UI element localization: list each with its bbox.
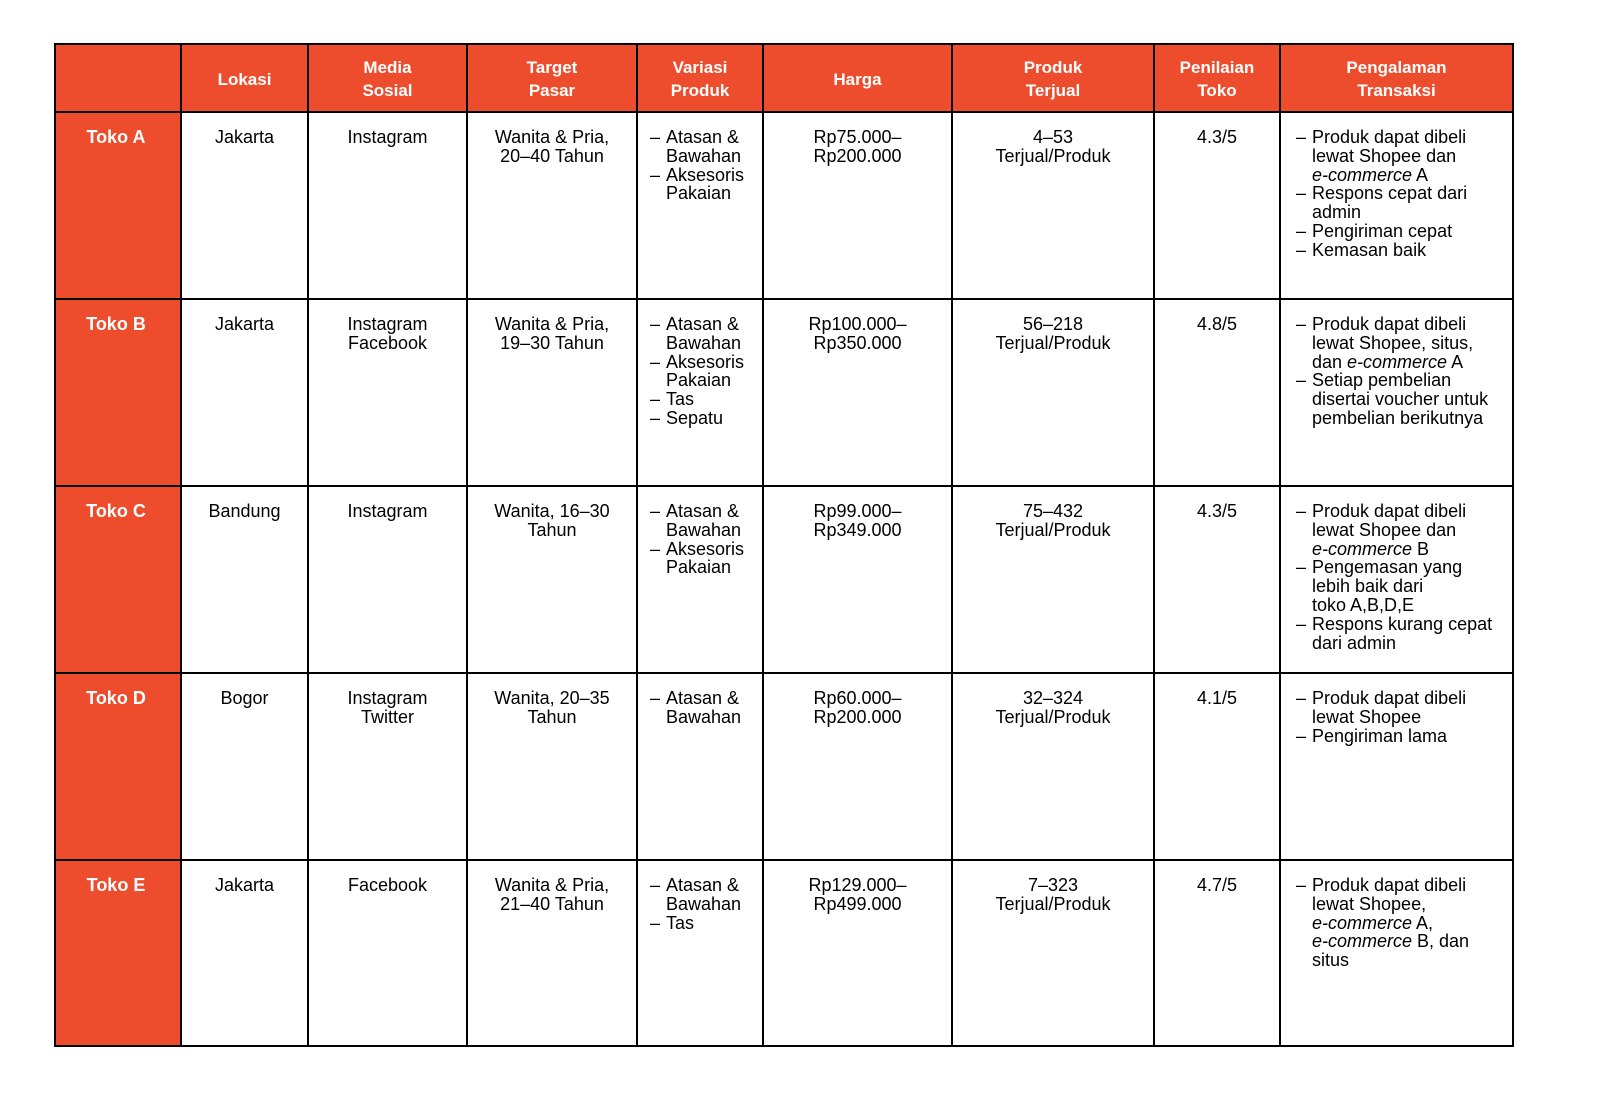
cell-line: Variasi — [672, 58, 728, 77]
toko-e-media-sosial-cell — [309, 861, 468, 1047]
bullet-marker: – — [650, 501, 661, 521]
bullet-marker: – — [1296, 875, 1307, 895]
list-item-text — [1312, 558, 1510, 614]
cell-line: 7–323 — [1027, 875, 1079, 895]
cell-line: 4.8/5 — [1196, 314, 1238, 334]
text-segment: B, dan — [1412, 931, 1470, 952]
bullet-marker: – — [1296, 314, 1307, 334]
cell-line: Wanita & Pria, — [494, 314, 610, 334]
cell-line: 4.1/5 — [1196, 688, 1238, 708]
cell-line: lewat Shopee — [1312, 706, 1422, 727]
toko-c-pengalaman-transaksi-cell — [1281, 487, 1514, 674]
bullet-marker: – — [650, 127, 661, 147]
list-item-text — [666, 409, 760, 428]
bullet-marker: – — [650, 314, 661, 334]
header-variasi-produk — [638, 45, 764, 113]
cell-line: Pengiriman lama — [1312, 725, 1448, 746]
toko-b-media-sosial-cell — [309, 300, 468, 487]
toko-c-penilaian-toko-cell — [1155, 487, 1281, 674]
cell-line: Produk dapat dibeli — [1312, 501, 1467, 521]
cell-line: Facebook — [347, 332, 428, 353]
bullet-marker: – — [650, 538, 661, 559]
toko-e-produk-terjual-cell — [953, 861, 1155, 1047]
toko-a-lokasi-cell — [182, 113, 309, 300]
cell-line: Wanita & Pria, — [494, 127, 610, 147]
list-item-text — [1312, 876, 1510, 970]
list-item-text — [666, 390, 760, 409]
bullet-marker: – — [1296, 220, 1307, 241]
store-name: Toko C — [86, 501, 146, 521]
cell-line: lewat Shopee, situs, — [1312, 332, 1474, 353]
cell-line: dari admin — [1312, 632, 1397, 653]
cell-line: Atasan & — [666, 501, 740, 521]
header-media-sosial — [309, 45, 468, 113]
cell-line: Terjual/Produk — [995, 332, 1111, 353]
cell-line: Kemasan baik — [1312, 239, 1427, 260]
toko-d-penilaian-toko-cell — [1155, 674, 1281, 861]
cell-line: Transaksi — [1357, 81, 1436, 100]
cell-line: Instagram — [347, 688, 428, 708]
cell-line: lewat Shopee, — [1312, 893, 1427, 914]
list-item-text — [666, 353, 760, 391]
cell-line: 75–432 — [1022, 501, 1084, 521]
cell-line: Bawahan — [666, 519, 742, 540]
cell-line: Bawahan — [666, 706, 742, 727]
toko-d-pengalaman-transaksi-cell — [1281, 674, 1514, 861]
list-item-text — [666, 128, 760, 166]
cell-line: Aksesoris — [666, 164, 745, 185]
cell-line: Wanita, 20–35 — [494, 688, 610, 708]
toko-b-variasi-produk-cell — [638, 300, 764, 487]
list-item — [650, 689, 760, 727]
bullet-marker: – — [1296, 501, 1307, 521]
cell-line: Bawahan — [666, 893, 742, 914]
cell-line: lewat Shopee dan — [1312, 145, 1457, 166]
toko-d-lokasi-cell — [182, 674, 309, 861]
toko-b-name-cell — [56, 300, 182, 487]
header-pengalaman-transaksi — [1281, 45, 1514, 113]
cell-line: Bogor — [220, 688, 269, 708]
list-item — [1296, 727, 1510, 746]
list-item — [1296, 876, 1510, 970]
cell-line: Produk dapat dibeli — [1312, 127, 1467, 147]
list-item — [1296, 222, 1510, 241]
toko-a-name-cell — [56, 113, 182, 300]
italic-term: e-commerce — [1312, 912, 1413, 933]
cell-line: Produk dapat dibeli — [1312, 688, 1467, 708]
list-item-text — [1312, 241, 1510, 260]
list-item-text — [666, 502, 760, 540]
italic-term: e-commerce — [1312, 164, 1413, 185]
list-item-text — [666, 166, 760, 204]
list-item-text — [666, 876, 760, 914]
cell-line: lewat Shopee dan — [1312, 519, 1457, 540]
toko-a-media-sosial-cell — [309, 113, 468, 300]
toko-e-lokasi-cell — [182, 861, 309, 1047]
list-item — [1296, 558, 1510, 614]
cell-line: Instagram — [347, 314, 428, 334]
cell-line: Tas — [666, 389, 695, 410]
cell-line: Toko — [1197, 81, 1237, 100]
cell-line: Pengiriman cepat — [1312, 220, 1453, 241]
cell-line: disertai voucher untuk — [1312, 389, 1489, 410]
bullet-marker: – — [650, 389, 661, 410]
bullet-marker: – — [650, 688, 661, 708]
toko-b-produk-terjual-cell — [953, 300, 1155, 487]
toko-a-variasi-produk-cell — [638, 113, 764, 300]
toko-d-target-pasar-cell — [468, 674, 638, 861]
cell-line: Twitter — [360, 706, 414, 727]
cell-line: Instagram — [347, 127, 428, 147]
toko-d-variasi-produk-cell — [638, 674, 764, 861]
cell-line: Rp129.000– — [808, 875, 907, 895]
list-item-text — [1312, 184, 1510, 222]
italic-term: e-commerce — [1347, 351, 1448, 372]
cell-line: 19–30 Tahun — [500, 332, 604, 353]
cell-line: Pakaian — [666, 183, 732, 204]
bullet-marker: – — [1296, 239, 1307, 260]
list-item-text — [1312, 615, 1510, 653]
cell-line: Target — [526, 58, 578, 77]
cell-line: Aksesoris — [666, 351, 745, 372]
bullet-marker: – — [1296, 557, 1307, 578]
cell-line: lebih baik dari — [1312, 576, 1424, 597]
cell-line: Pasar — [528, 81, 576, 100]
cell-line: Jakarta — [214, 314, 275, 334]
cell-line: Produk dapat dibeli — [1312, 314, 1467, 334]
list-item-text — [666, 315, 760, 353]
list-item — [650, 914, 760, 933]
cell-line: Tahun — [527, 706, 577, 727]
toko-c-harga-cell — [764, 487, 953, 674]
bullet-marker: – — [650, 912, 661, 933]
cell-line — [1312, 914, 1510, 933]
header-produk-terjual — [953, 45, 1155, 113]
header-harga — [764, 45, 953, 113]
cell-line: 20–40 Tahun — [500, 145, 604, 166]
cell-line: Media — [363, 58, 412, 77]
cell-line: Terjual — [1025, 81, 1081, 100]
cell-line: Pakaian — [666, 557, 732, 578]
toko-b-harga-cell — [764, 300, 953, 487]
cell-line: Lokasi — [217, 69, 272, 89]
list-item-text — [1312, 689, 1510, 727]
cell-line: Jakarta — [214, 127, 275, 147]
cell-line: 56–218 — [1022, 314, 1084, 334]
list-item — [650, 390, 760, 409]
cell-line: Harga — [833, 69, 882, 89]
cell-line: Jakarta — [214, 875, 275, 895]
cell-line: 4–53 — [1032, 127, 1074, 147]
toko-d-produk-terjual-cell — [953, 674, 1155, 861]
toko-b-lokasi-cell — [182, 300, 309, 487]
cell-line: Respons cepat dari — [1312, 183, 1468, 204]
toko-a-penilaian-toko-cell — [1155, 113, 1281, 300]
cell-line: situs — [1312, 950, 1350, 971]
cell-line: Pengalaman — [1346, 58, 1447, 77]
bullet-marker: – — [1296, 725, 1307, 746]
cell-line: 21–40 Tahun — [500, 893, 604, 914]
bullet-marker: – — [650, 351, 661, 372]
cell-line: Rp100.000– — [808, 314, 907, 334]
text-segment: A — [1412, 164, 1429, 185]
text-segment: A — [1447, 351, 1464, 372]
bullet-marker: – — [1296, 613, 1307, 634]
toko-b-penilaian-toko-cell — [1155, 300, 1281, 487]
list-item — [650, 353, 760, 391]
store-name: Toko D — [86, 688, 146, 708]
cell-line — [1312, 540, 1510, 559]
toko-e-penilaian-toko-cell — [1155, 861, 1281, 1047]
italic-term: e-commerce — [1312, 931, 1413, 952]
cell-line: Pengemasan yang — [1312, 557, 1463, 578]
header-lokasi — [182, 45, 309, 113]
list-item — [650, 315, 760, 353]
cell-line: Sosial — [362, 81, 413, 100]
bullet-marker: – — [650, 164, 661, 185]
cell-line: Aksesoris — [666, 538, 745, 559]
cell-line: Facebook — [347, 875, 428, 895]
list-item — [1296, 502, 1510, 558]
toko-e-harga-cell — [764, 861, 953, 1047]
cell-line: Respons kurang cepat — [1312, 613, 1493, 634]
cell-line: Produk dapat dibeli — [1312, 875, 1467, 895]
bullet-marker: – — [650, 875, 661, 895]
cell-line: Terjual/Produk — [995, 519, 1111, 540]
toko-b-target-pasar-cell — [468, 300, 638, 487]
cell-line: 4.3/5 — [1196, 501, 1238, 521]
cell-line: admin — [1312, 202, 1362, 223]
cell-line: Penilaian — [1179, 58, 1255, 77]
toko-c-variasi-produk-cell — [638, 487, 764, 674]
list-item — [650, 166, 760, 204]
cell-line: Bandung — [208, 501, 281, 521]
toko-a-produk-terjual-cell — [953, 113, 1155, 300]
cell-line: toko A,B,D,E — [1312, 594, 1415, 615]
cell-line: Atasan & — [666, 688, 740, 708]
cell-line — [1312, 353, 1510, 372]
cell-line: Terjual/Produk — [995, 145, 1111, 166]
list-item — [650, 409, 760, 428]
list-item — [1296, 315, 1510, 371]
cell-line: Rp200.000 — [813, 145, 902, 166]
bullet-marker: – — [1296, 127, 1307, 147]
cell-line: Rp350.000 — [813, 332, 902, 353]
cell-line: 32–324 — [1022, 688, 1084, 708]
list-item-text — [666, 914, 760, 933]
list-item-text — [666, 689, 760, 727]
cell-line: Tahun — [527, 519, 577, 540]
cell-line: Bawahan — [666, 145, 742, 166]
cell-line: Rp499.000 — [813, 893, 902, 914]
list-item — [650, 502, 760, 540]
cell-line: Bawahan — [666, 332, 742, 353]
toko-e-name-cell — [56, 861, 182, 1047]
header-target-pasar — [468, 45, 638, 113]
cell-line: Atasan & — [666, 875, 740, 895]
cell-line: pembelian berikutnya — [1312, 407, 1484, 428]
toko-d-media-sosial-cell — [309, 674, 468, 861]
cell-line: Produk — [670, 81, 730, 100]
list-item — [1296, 371, 1510, 427]
list-item — [1296, 241, 1510, 260]
cell-line: Rp60.000– — [813, 688, 902, 708]
toko-a-harga-cell — [764, 113, 953, 300]
store-name: Toko E — [86, 875, 146, 895]
list-item — [650, 540, 760, 578]
toko-c-media-sosial-cell — [309, 487, 468, 674]
store-name: Toko A — [86, 127, 146, 147]
bullet-marker: – — [1296, 183, 1307, 204]
cell-line: Rp75.000– — [813, 127, 902, 147]
italic-term: e-commerce — [1312, 538, 1413, 559]
list-item-text — [1312, 371, 1510, 427]
cell-line: Instagram — [347, 501, 428, 521]
text-segment: dan — [1312, 351, 1348, 372]
toko-d-harga-cell — [764, 674, 953, 861]
store-name: Toko B — [86, 314, 146, 334]
cell-line: Setiap pembelian — [1312, 370, 1452, 391]
list-item-text — [1312, 502, 1510, 558]
toko-a-pengalaman-transaksi-cell — [1281, 113, 1514, 300]
cell-line: Produk — [1023, 58, 1083, 77]
list-item — [650, 876, 760, 914]
cell-line: Wanita, 16–30 — [494, 501, 610, 521]
header-corner — [56, 45, 182, 113]
list-item — [1296, 128, 1510, 184]
list-item-text — [1312, 222, 1510, 241]
toko-c-lokasi-cell — [182, 487, 309, 674]
cell-line: Rp200.000 — [813, 706, 902, 727]
cell-line: Terjual/Produk — [995, 706, 1111, 727]
toko-c-name-cell — [56, 487, 182, 674]
toko-c-target-pasar-cell — [468, 487, 638, 674]
bullet-marker: – — [1296, 688, 1307, 708]
list-item-text — [1312, 727, 1510, 746]
cell-line: Atasan & — [666, 127, 740, 147]
text-segment: A, — [1412, 912, 1434, 933]
cell-line: 4.7/5 — [1196, 875, 1238, 895]
header-penilaian-toko — [1155, 45, 1281, 113]
text-segment: B — [1412, 538, 1430, 559]
cell-line: Wanita & Pria, — [494, 875, 610, 895]
cell-line — [1312, 932, 1510, 951]
cell-line: Pakaian — [666, 370, 732, 391]
list-item-text — [1312, 128, 1510, 184]
list-item — [1296, 615, 1510, 653]
cell-line — [1312, 166, 1510, 185]
bullet-marker: – — [650, 407, 661, 428]
toko-c-produk-terjual-cell — [953, 487, 1155, 674]
cell-line: Rp99.000– — [813, 501, 902, 521]
toko-b-pengalaman-transaksi-cell — [1281, 300, 1514, 487]
toko-d-name-cell — [56, 674, 182, 861]
toko-e-target-pasar-cell — [468, 861, 638, 1047]
store-comparison-table — [54, 43, 1514, 1047]
bullet-marker: – — [1296, 370, 1307, 391]
cell-line: Tas — [666, 912, 695, 933]
cell-line: Terjual/Produk — [995, 893, 1111, 914]
toko-e-pengalaman-transaksi-cell — [1281, 861, 1514, 1047]
list-item — [1296, 184, 1510, 222]
cell-line: Sepatu — [666, 407, 724, 428]
cell-line: 4.3/5 — [1196, 127, 1238, 147]
list-item — [650, 128, 760, 166]
list-item — [1296, 689, 1510, 727]
cell-line: Atasan & — [666, 314, 740, 334]
toko-a-target-pasar-cell — [468, 113, 638, 300]
cell-line: Rp349.000 — [813, 519, 902, 540]
list-item-text — [666, 540, 760, 578]
list-item-text — [1312, 315, 1510, 371]
toko-e-variasi-produk-cell — [638, 861, 764, 1047]
